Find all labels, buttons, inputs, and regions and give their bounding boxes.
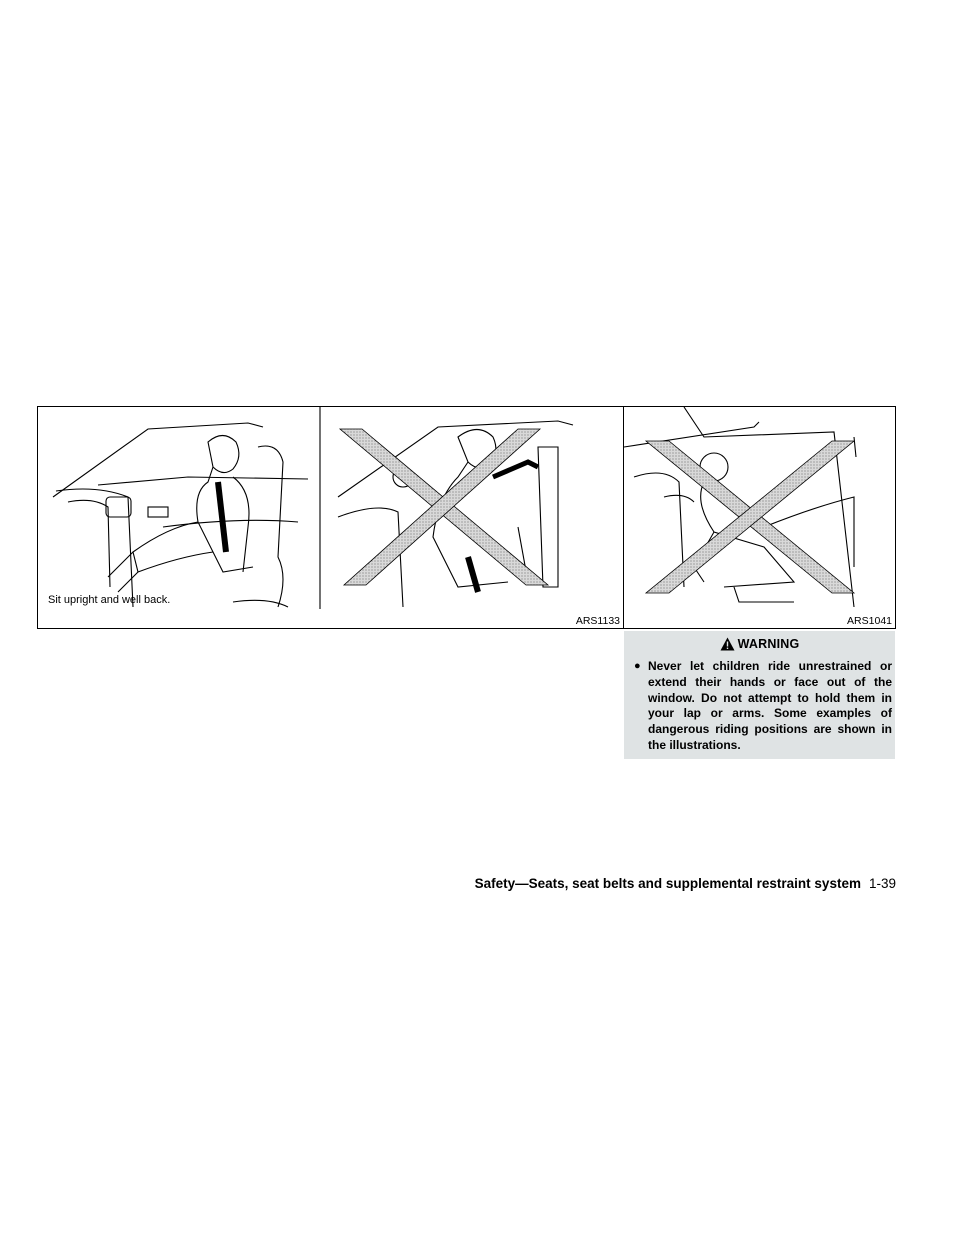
page-number: 1-39 [868,876,896,891]
child-illustration [624,407,897,630]
bullet-icon: ● [634,660,641,672]
correct-posture-drawing [53,423,308,607]
figure-code: ARS1133 [575,615,620,627]
page-footer [475,876,896,891]
warning-heading [624,637,895,651]
figure-code: ARS1041 [847,615,892,627]
warning-box [624,631,895,759]
prohibited-x-mark [340,429,548,585]
warning-triangle-icon [720,637,735,651]
figure-seating-posture [37,406,624,629]
warning-title: WARNING [737,637,800,651]
warning-item [634,659,892,754]
prohibited-x-mark [646,441,854,593]
footer-section-title: Safety—Seats, seat belts and supplemental restraint system [474,876,861,891]
figure-child-unrestrained [623,406,896,629]
warning-text: Never let children ride unrestrained or extend their hands or face out of the window. Do not attempt to hold them in your lap or arms. Some examples of dangerous riding positions are shown in the illustrations. [648,659,892,752]
figure-caption: Sit upright and well back. [48,594,171,606]
